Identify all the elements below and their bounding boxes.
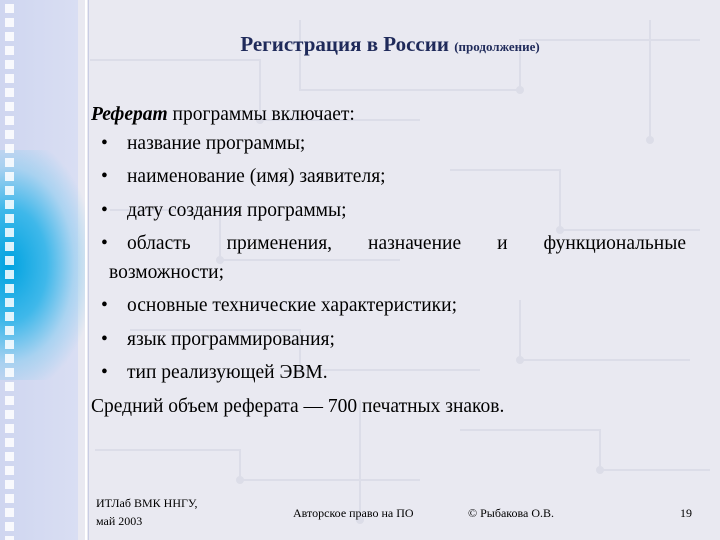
decorative-square — [5, 18, 14, 27]
decorative-square — [5, 536, 14, 540]
bullet-item — [91, 163, 686, 192]
intro-line — [91, 101, 686, 130]
decorative-square — [5, 424, 14, 433]
bullet-dot: • — [101, 166, 108, 187]
title-sub: (продолжение) — [454, 39, 540, 54]
decorative-square — [5, 242, 14, 251]
decorative-square — [5, 480, 14, 489]
decorative-square — [5, 340, 14, 349]
bullet-text: область применения, назначение и функциональные — [127, 233, 686, 254]
decorative-square — [5, 494, 14, 503]
bullet-text: тип реализующей ЭВМ. — [127, 362, 328, 383]
slide-title — [0, 32, 720, 57]
decorative-square — [5, 368, 14, 377]
bullet-text: дату создания программы; — [127, 199, 347, 221]
page-number: 19 — [680, 506, 692, 520]
decorative-square — [5, 452, 14, 461]
decorative-square — [5, 522, 14, 531]
bullet-continuation — [91, 259, 686, 288]
intro-rest: программы включает: — [167, 104, 355, 125]
decorative-square — [5, 298, 14, 307]
decorative-square — [5, 228, 14, 237]
intro-emphasis: Реферат — [91, 104, 168, 125]
bullet-item — [91, 326, 686, 355]
decorative-square — [5, 74, 14, 83]
bullet-text: возможности; — [109, 261, 225, 283]
bullet-item — [91, 230, 686, 259]
decorative-square — [5, 116, 14, 125]
decorative-square — [5, 326, 14, 335]
decorative-square — [5, 214, 14, 223]
decorative-square — [5, 144, 14, 153]
title-main: Регистрация в России — [240, 32, 449, 56]
bullet-text: название программы; — [127, 132, 306, 154]
decorative-square — [5, 508, 14, 517]
decorative-square — [5, 102, 14, 111]
decorative-square — [5, 172, 14, 181]
decorative-square — [5, 466, 14, 475]
outro-line: Средний объем реферата — 700 печатных знаков. — [91, 395, 505, 417]
footer-org-line2: май 2003 — [96, 514, 143, 528]
slide-body — [91, 101, 686, 421]
decorative-square — [5, 158, 14, 167]
bullet-text: язык программирования; — [127, 328, 335, 350]
decorative-square — [5, 396, 14, 405]
decorative-square — [5, 438, 14, 447]
decorative-square — [5, 354, 14, 363]
bullet-item — [91, 130, 686, 159]
bullet-text: основные технические характеристики; — [127, 295, 458, 316]
bullet-dot: • — [101, 328, 108, 350]
bullet-dot: • — [101, 132, 108, 154]
bullet-item — [91, 292, 686, 321]
footer-author: © Рыбакова О.В. — [468, 506, 555, 520]
decorative-square — [5, 60, 14, 69]
decorative-square — [5, 200, 14, 209]
bullet-dot: • — [101, 362, 108, 383]
footer-organization — [96, 494, 197, 530]
decorative-square — [5, 410, 14, 419]
footer-topic: Авторское право на ПО — [293, 506, 414, 520]
bullet-item — [91, 359, 686, 388]
decorative-square — [5, 88, 14, 97]
bullet-item — [91, 197, 686, 226]
decorative-square — [5, 4, 14, 13]
decorative-square — [5, 130, 14, 139]
left-square-column — [0, 0, 20, 540]
decorative-square — [5, 270, 14, 279]
decorative-square — [5, 312, 14, 321]
left-divider-line — [85, 0, 87, 540]
bullet-text: наименование (имя) заявителя; — [127, 166, 386, 187]
left-divider-shadow — [88, 0, 89, 540]
decorative-square — [5, 382, 14, 391]
decorative-square — [5, 256, 14, 265]
bullet-dot: • — [101, 295, 108, 316]
bullet-dot: • — [101, 199, 108, 221]
bullet-dot: • — [101, 233, 108, 254]
footer-org-line1: ИТЛаб ВМК ННГУ, — [96, 496, 198, 510]
decorative-square — [5, 284, 14, 293]
decorative-square — [5, 186, 14, 195]
